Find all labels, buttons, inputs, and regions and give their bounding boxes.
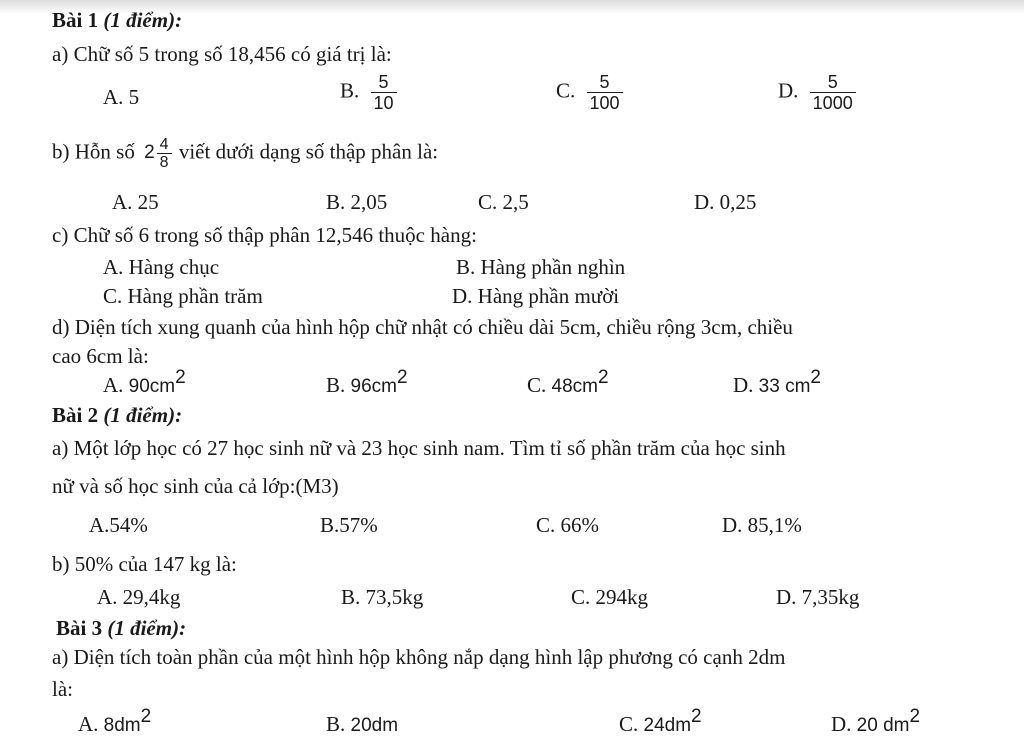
exponent: 2 xyxy=(140,706,152,727)
bai1-c-option-a: A. Hàng chục xyxy=(103,255,220,279)
bai1-d-question-line2: cao 6cm là: xyxy=(52,344,149,368)
bai1-d-option-d xyxy=(733,367,821,399)
numerator: 5 xyxy=(827,72,838,92)
option-label: B. xyxy=(326,373,346,397)
bai2-points: (1 điểm): xyxy=(103,403,183,427)
option-value: 24dm xyxy=(643,715,692,736)
bai2-title: Bài 2 xyxy=(52,403,99,427)
fraction xyxy=(810,72,856,113)
bai1-c-option-d: D. Hàng phần mười xyxy=(452,284,620,308)
bai3-a-option-a xyxy=(78,706,152,738)
bai1-c-question: c) Chữ số 6 trong số thập phân 12,546 thuộc hàng: xyxy=(52,223,477,247)
option-value: 90cm xyxy=(128,376,176,397)
bai2-b-option-a: A. 29,4kg xyxy=(97,585,181,609)
bai1-d-option-a xyxy=(103,367,186,399)
fraction xyxy=(587,72,623,113)
bai1-d-option-b xyxy=(326,367,408,399)
bai3-a-question-line2: là: xyxy=(52,677,73,701)
bai2-heading xyxy=(52,403,182,427)
bai2-a-option-a: A.54% xyxy=(89,513,148,537)
bai1-a-option-a: A. 5 xyxy=(103,85,140,109)
bai3-heading xyxy=(56,616,186,640)
bai1-a-option-d xyxy=(778,72,856,113)
denominator: 100 xyxy=(587,92,623,113)
option-label: B. xyxy=(340,78,360,103)
option-label: A. xyxy=(103,373,124,397)
bai2-b-option-b: B. 73,5kg xyxy=(341,585,424,609)
bai3-a-option-c xyxy=(619,706,702,738)
bai2-a-option-b: B.57% xyxy=(320,513,378,537)
option-value: 20dm xyxy=(350,715,399,736)
bai3-a-option-d xyxy=(831,706,921,738)
exponent: 2 xyxy=(691,706,702,727)
bai1-b-option-c: C. 2,5 xyxy=(478,190,529,214)
option-label: B. xyxy=(326,712,346,736)
bai2-a-option-c: C. 66% xyxy=(536,513,599,537)
bai2-b-question: b) 50% của 147 kg là: xyxy=(52,552,237,576)
option-value: 96cm xyxy=(350,376,397,397)
option-value: 33 cm xyxy=(758,376,811,397)
bai1-c-option-c: C. Hàng phần trăm xyxy=(103,284,263,308)
numerator: 5 xyxy=(378,72,389,92)
denominator: 10 xyxy=(371,92,397,113)
bai1-title: Bài 1 xyxy=(52,8,99,32)
option-value: 8dm xyxy=(103,715,141,736)
numerator: 4 xyxy=(159,136,169,153)
denominator: 1000 xyxy=(810,92,856,113)
bai1-points: (1 điểm): xyxy=(103,8,183,32)
bai2-b-option-d: D. 7,35kg xyxy=(776,585,860,609)
option-label: D. xyxy=(778,78,799,103)
numerator: 5 xyxy=(599,72,610,92)
option-label: C. xyxy=(556,78,576,103)
bai3-a-question-line1: a) Diện tích toàn phần của một hình hộp không nắp dạng hình lập phương có cạnh 2dm xyxy=(52,645,786,669)
bai1-b-option-a: A. 25 xyxy=(112,190,159,214)
bai1-b-option-b: B. 2,05 xyxy=(326,190,388,214)
bai1-d-option-c xyxy=(527,367,609,399)
question-suffix: viết dưới dạng số thập phân là: xyxy=(178,139,439,164)
exponent: 2 xyxy=(810,367,821,388)
exponent: 2 xyxy=(909,706,921,727)
option-value: 48cm xyxy=(551,376,598,397)
bai1-a-option-b xyxy=(340,72,397,113)
bai1-heading xyxy=(52,8,182,32)
exponent: 2 xyxy=(175,367,186,388)
option-label: C. xyxy=(527,373,547,397)
exponent: 2 xyxy=(597,367,609,388)
fraction xyxy=(371,72,397,113)
bai3-title: Bài 3 xyxy=(56,616,103,640)
mixed-whole: 2 xyxy=(144,142,155,164)
question-prefix: b) Hỗn số xyxy=(52,139,135,164)
option-label: A. xyxy=(78,712,99,736)
bai1-c-option-b: B. Hàng phần nghìn xyxy=(456,255,626,279)
bai2-a-option-d: D. 85,1% xyxy=(722,513,802,537)
bai1-a-question: a) Chữ số 5 trong số 18,456 có giá trị là: xyxy=(52,42,392,66)
bai1-d-question-line1: d) Diện tích xung quanh của hình hộp chữ nhật có chiều dài 5cm, chiều rộng 3cm, chiều xyxy=(52,315,793,339)
mixed-fraction xyxy=(157,136,172,171)
bai1-b-option-d: D. 0,25 xyxy=(694,190,757,214)
option-label: C. xyxy=(619,712,639,736)
bai3-a-option-b xyxy=(326,712,398,738)
bai1-b-question xyxy=(52,136,438,171)
option-label: D. xyxy=(831,712,852,736)
bai2-a-question-line1: a) Một lớp học có 27 học sinh nữ và 23 học sinh nam. Tìm tỉ số phần trăm của học sinh xyxy=(52,436,786,460)
bai2-b-option-c: C. 294kg xyxy=(571,585,649,609)
bai1-a-option-c xyxy=(556,72,623,113)
option-value: 20 dm xyxy=(856,715,910,736)
bai3-points: (1 điểm): xyxy=(107,616,187,640)
option-label: D. xyxy=(733,373,754,397)
denominator: 8 xyxy=(157,153,172,171)
exponent: 2 xyxy=(396,367,408,388)
bai2-a-question-line2: nữ và số học sinh của cả lớp:(M3) xyxy=(52,474,339,498)
